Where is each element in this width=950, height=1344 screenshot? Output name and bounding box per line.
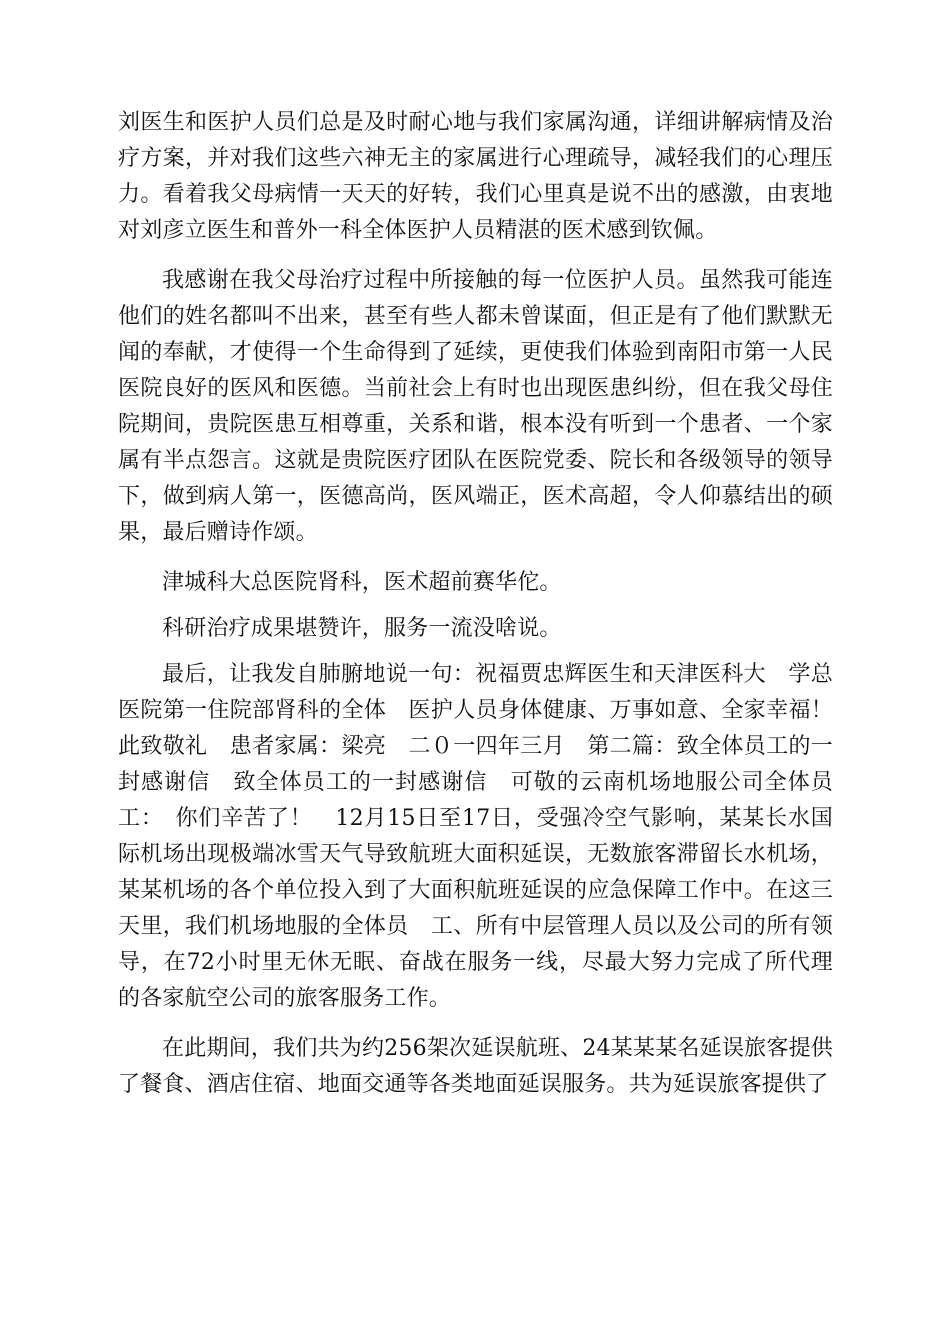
paragraph-4: 在此期间，我们共为约256架次延误航班、24某某某名延误旅客提供了餐食、酒店住宿、地面交通等各类地面延误服务。共为延误旅客提供了: [118, 1036, 833, 1097]
paragraph-1: 刘医生和医护人员们总是及时耐心地与我们家属沟通，详细讲解病情及治疗方案，并对我们这些六神无主的家属进行心理疏导，减轻我们的心理压力。看着我父母病情一天天的好转，我们心里真是说不出的感激，由衷地对刘彦立医生和普外一科全体医护人员精湛的医术感到钦佩。: [118, 110, 833, 243]
poem-line-2: 科研治疗成果堪赞许，服务一流没啥说。: [162, 616, 562, 641]
document-page: [118, 105, 833, 1117]
paragraph-3: 最后，让我发自肺腑地说一句：祝福贾忠辉医生和天津医科大 学总医院第一住院部肾科的全体 医护人员身体健康、万事如意、全家幸福！此致敬礼 患者家属：梁亮 二０一四年三月 第二篇：致全体员工的一封感谢信 致全体员工的一封感谢信 可敬的云南机场地服公司全体员工： 你们辛苦了！ 12月15日至17日，受强冷空气影响，某某长水国际机场出现极端冰雪天气导致航班大面积延误，无数旅客滞留长水机场，某某机场的各个单位投入到了大面积航班延误的应急保障工作中。在这三天里，我们机场地服的全体员 工、所有中层管理人员以及公司的所有领导，在72小时里无休无眠、奋战在服务一线，尽最大努力完成了所代理的各家航空公司的旅客服务工作。: [118, 662, 833, 1011]
paragraph-2: 我感谢在我父母治疗过程中所接触的每一位医护人员。虽然我可能连他们的姓名都叫不出来，甚至有些人都未曾谋面，但正是有了他们默默无闻的奉献，才使得一个生命得到了延续，更使我们体验到南阳市第一人民医院良好的医风和医德。当前社会上有时也出现医患纠纷，但在我父母住院期间，贵院医患互相尊重，关系和谐，根本没有听到一个患者、一个家属有半点怨言。这就是贵院医疗团队在医院党委、院长和各级领导的领导下，做到病人第一，医德高尚，医风端正，医术高超，令人仰慕结出的硕果，最后赠诗作颂。: [118, 268, 833, 545]
poem-line-1: 津城科大总医院肾科，医术超前赛华佗。: [162, 570, 562, 595]
